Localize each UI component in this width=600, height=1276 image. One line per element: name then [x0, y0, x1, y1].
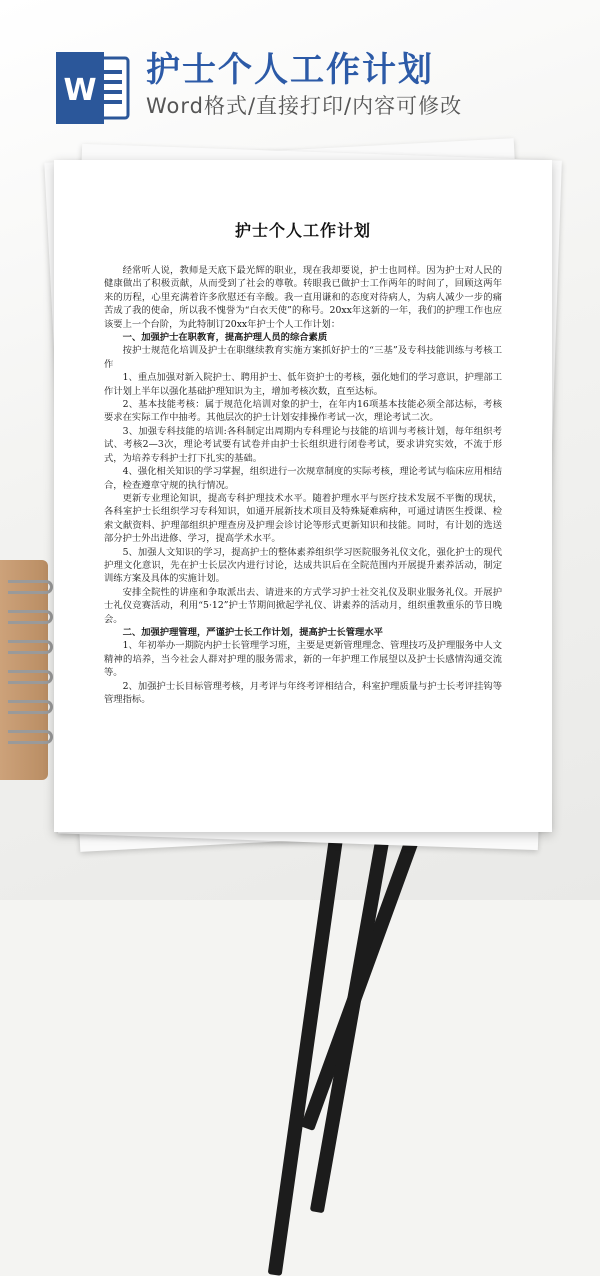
ring-icon	[8, 670, 53, 684]
paragraph: 安排全院性的讲座和争取派出去、请进来的方式学习护士社交礼仪及职业服务礼仪。开展护士礼仪竞赛活动，利用“5·12”护士节期间掀起学礼仪、讲素养的活动月，组织重教重乐的节日晚会。	[104, 586, 502, 625]
ring-icon	[8, 640, 53, 654]
paragraph: 经常听人说，教师是天底下最光辉的职业，现在我却要说，护士也同样。因为护士对人民的健康做出了积极贡献，从而受到了社会的尊敬。转眼我已做护士工作两年的时间了，回顾这两年来的历程，心里充满着许多欣慰还有辛酸。我一直用谦和的态度对待病人，为病人减少一步的痛苦成了我的使命，所以我不愧誉为“白衣天使”的称号。20xx年这新的一年，我们的护理工作也应该要上一个台阶，为此特制订20xx年护士个人工作计划：	[104, 265, 502, 330]
paragraph: 更新专业理论知识，提高专科护理技术水平。随着护理水平与医疗技术发展不平衡的现状，各科室护士长组织学习专科知识，如通开展新技术项目及特殊疑难病种，可通过请医生授课、检索文献资料、护理部组织护理查房及护理会诊讨论等形式更新知识和技能。同时，有计划的选送部分护士外出进修、学习，提高学术水平。	[104, 492, 502, 545]
notebook-decoration	[0, 560, 48, 780]
section-heading: 二、加强护理管理，严谨护士长工作计划，提高护士长管理水平	[122, 626, 383, 638]
word-icon	[54, 48, 134, 128]
ring-icon	[8, 730, 53, 744]
document-body	[104, 264, 502, 706]
section-heading: 一、加强护士在职教育，提高护理人员的综合素质	[122, 332, 328, 344]
ring-icon	[8, 610, 53, 624]
document-title: 护士个人工作计划	[234, 221, 371, 240]
page-subtitle: Word格式/直接打印/内容可修改	[146, 94, 463, 118]
paragraph: 按护士规范化培训及护士在职继续教育实施方案抓好护士的“三基”及专科技能训练与考核工作	[104, 345, 502, 370]
paragraph: 1、年初举办一期院内护士长管理学习班，主要是更新管理理念、管理技巧及护理服务中人文精神的培养，当今社会人群对护理的服务需求，新的一年护理工作展望以及护士长感情沟通交流等。	[104, 640, 502, 679]
paragraph: 1、重点加强对新入院护士、聘用护士、低年资护士的考核，强化她们的学习意识，护理部工作计划上半年以强化基础护理知识为主，增加考核次数，直至达标。	[104, 372, 502, 397]
paragraph: 2、加强护士长目标管理考核，月考评与年终考评相结合，科室护理质量与护士长考评挂钩等管理指标。	[104, 680, 502, 705]
paragraph: 5、加强人文知识的学习，提高护士的整体素养组织学习医院服务礼仪文化，强化护士的现代护理文化意识，先在护士长层次内进行讨论，达成共识后在全院范围内开展提升素养活动，制定训练方案及具体的实施计划。	[104, 546, 502, 585]
paragraph: 4、强化相关知识的学习掌握，组织进行一次规章制度的实际考核，理论考试与临床应用相结合，检查遵章守规的执行情况。	[104, 466, 502, 491]
page-title: 护士个人工作计划	[146, 50, 434, 90]
document-paper	[54, 160, 552, 832]
ring-icon	[8, 700, 53, 714]
logo-letter: W	[63, 73, 97, 108]
ring-icon	[8, 580, 53, 594]
paragraph: 3、加强专科技能的培训:各科制定出周期内专科理论与技能的培训与考核计划，每年组织考试、考核2—3次，理论考试要有试卷并由护士长组织进行闭卷考试，要求讲究实效，不流于形式，为培养专科护士打下扎实的基础。	[104, 425, 502, 464]
paragraph: 2、基本技能考核：属于规范化培训对象的护士，在年内16项基本技能必须全部达标，考核要求在实际工作中抽考。其他层次的护士计划安排操作考试一次，理论考试二次。	[104, 399, 502, 424]
